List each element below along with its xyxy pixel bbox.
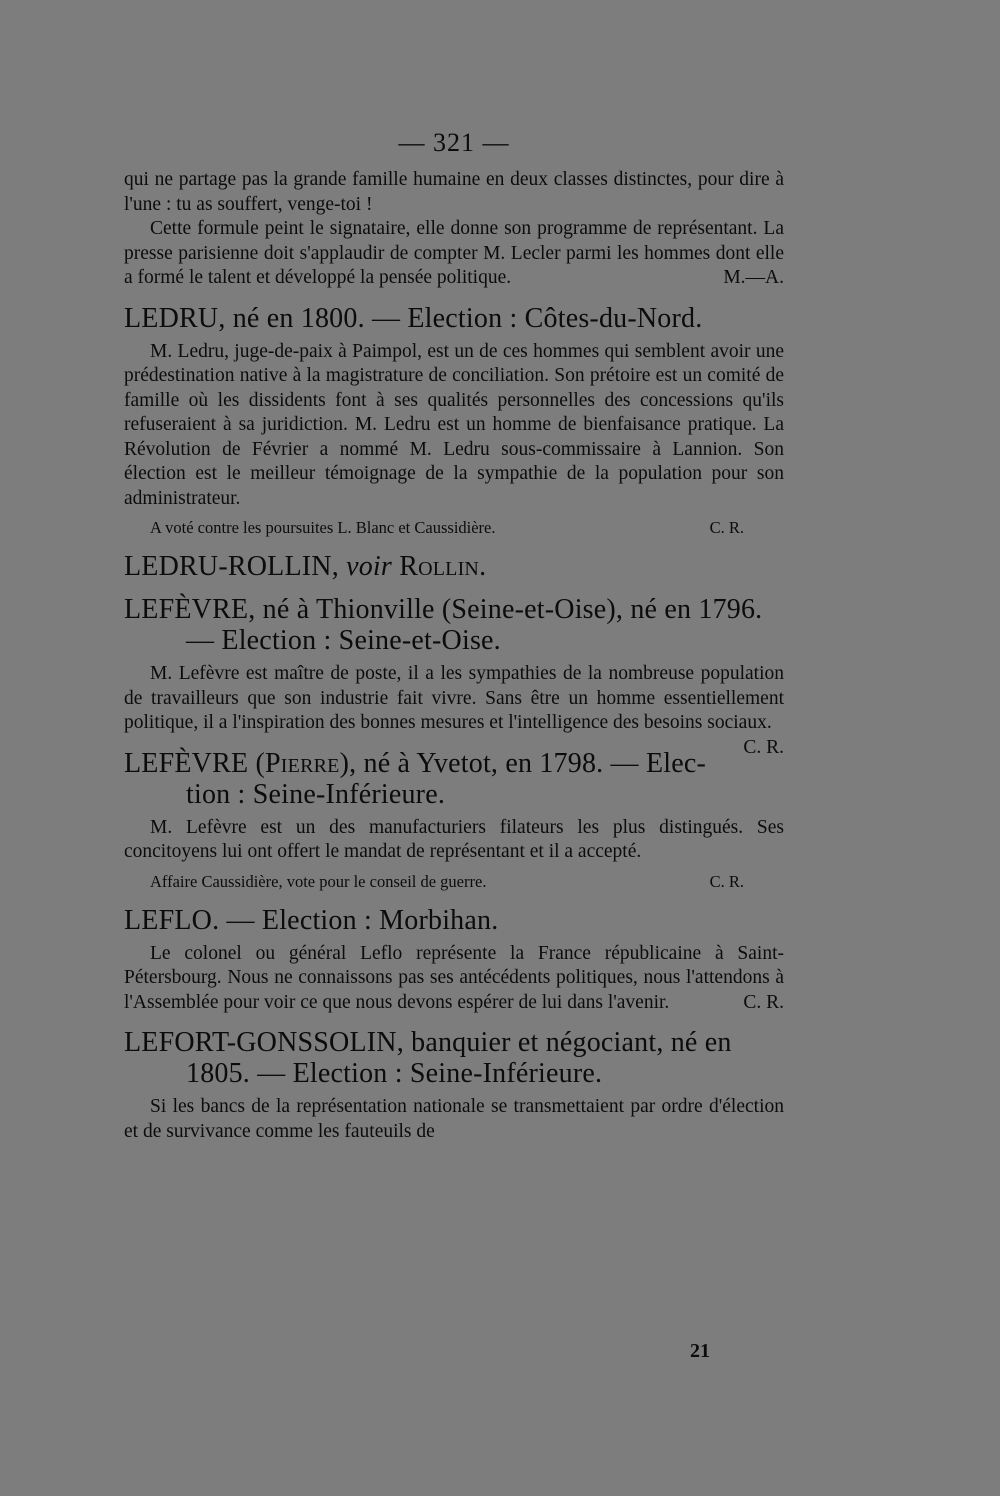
heading-text: LEDRU-ROLLIN, <box>124 551 339 582</box>
entry-body-text: Le colonel ou général Leflo représente la France républicaine à Saint-Pétersbourg. Nous ne connaissons pas ses antécédents politiques, nous l'attendons à l'Assemblée pour voir ce que nous devons espérer de lui dans l'avenir. <box>124 942 784 1013</box>
entry-body-text: M. Lefèvre est maître de poste, il a les sympathies de la nombreuse population de travailleurs que son industrie fait vivre. Sans être un homme essentiellement politique, il a l'inspiration des bonnes mesures et l'intelligence des besoins sociaux. <box>124 663 784 733</box>
heading-text: LEFÈVRE, né à Thionville (Seine-et-Oise), né en 1796. <box>124 594 763 625</box>
entry-ledru <box>124 303 784 540</box>
entry-body: M. Lefèvre est un des manufacturiers filateurs les plus distingués. Ses concitoyens lui ont offert le mandat de représentant et il a accepté. <box>124 816 784 862</box>
entry-body <box>124 942 784 1016</box>
entry-signature: C. R. <box>743 736 784 758</box>
entry-heading <box>124 1027 784 1089</box>
heading-text: LEFÈVRE <box>124 747 249 779</box>
entry-leflo <box>124 905 784 1016</box>
entry-lefort-gonssolin <box>124 1027 784 1144</box>
heading-text: LEFLO. — Election : Morbihan. <box>124 904 499 936</box>
entry-body <box>124 662 784 758</box>
entry-signature: C. R. <box>709 518 744 537</box>
entry-signature: C. R. <box>709 871 744 891</box>
heading-text: LEFORT-GONSSOLIN, banquier et négociant, né en <box>124 1027 732 1058</box>
entry-ledru-rollin <box>124 551 784 582</box>
entry-heading <box>124 594 784 656</box>
entry-heading <box>124 748 784 810</box>
heading-smallcaps: (Pierre), <box>255 747 357 779</box>
entry-lefevre-pierre <box>124 748 784 893</box>
intro-continuation: qui ne partage pas la grande famille humaine en deux classes distinctes, pour dire à l'une : tu as souffert, venge-toi ! <box>124 169 784 215</box>
heading-italic: voir <box>346 551 393 582</box>
vote-text: A voté contre les poursuites L. Blanc et Caussidière. <box>150 518 496 537</box>
vote-text: Affaire Caussidière, vote pour le conseil de guerre. <box>150 871 487 891</box>
entry-lefevre <box>124 594 784 758</box>
entry-heading <box>124 905 784 936</box>
intro-paragraph-text: Cette formule peint le signataire, elle donne son programme de représentant. La presse parisienne doit s'applaudir de compter M. Lecler parmi les hommes dont elle a formé le talent et développé la pensée politique. <box>124 218 784 288</box>
heading-smallcaps: Rollin. <box>399 551 487 582</box>
page-number: — 321 — <box>398 128 510 157</box>
signature-mark: 21 <box>690 1340 710 1362</box>
document-page <box>124 128 784 1146</box>
entry-body: Si les bancs de la représentation nationale se transmettaient par ordre d'élection et de survivance comme les fauteuils de <box>124 1096 784 1142</box>
entry-signature: C. R. <box>743 991 784 1013</box>
entry-body: M. Ledru, juge-de-paix à Paimpol, est un de ces hommes qui semblent avoir une prédestination native à la magistrature de conciliation. Son prétoire est un comité de famille où les dissidents font à ses qualités personnelles des concessions qu'ils refuseraient à sa juridiction. M. Ledru est un homme de bienfaisance pratique. La Révolution de Février a nommé M. Ledru sous-commissaire à Lannion. Son élection est le meilleur témoignage de la sympathie de la population pour son administrateur. <box>124 340 784 509</box>
heading-continuation: 1805. — Election : Seine-Inférieure. <box>186 1058 603 1089</box>
heading-text: LEDRU, né en 1800. — Election : Côtes-du-Nord. <box>124 302 703 334</box>
vote-line <box>124 517 784 539</box>
heading-rest: né à Yvetot, en 1798. — Elec- <box>363 747 707 779</box>
vote-line <box>124 871 784 893</box>
entry-heading <box>124 303 784 334</box>
intro-paragraph <box>124 217 784 291</box>
heading-continuation: — Election : Seine-et-Oise. <box>186 625 501 656</box>
intro-signature: M.—A. <box>723 267 784 288</box>
entry-heading <box>124 551 784 582</box>
heading-continuation: tion : Seine-Inférieure. <box>186 778 446 810</box>
